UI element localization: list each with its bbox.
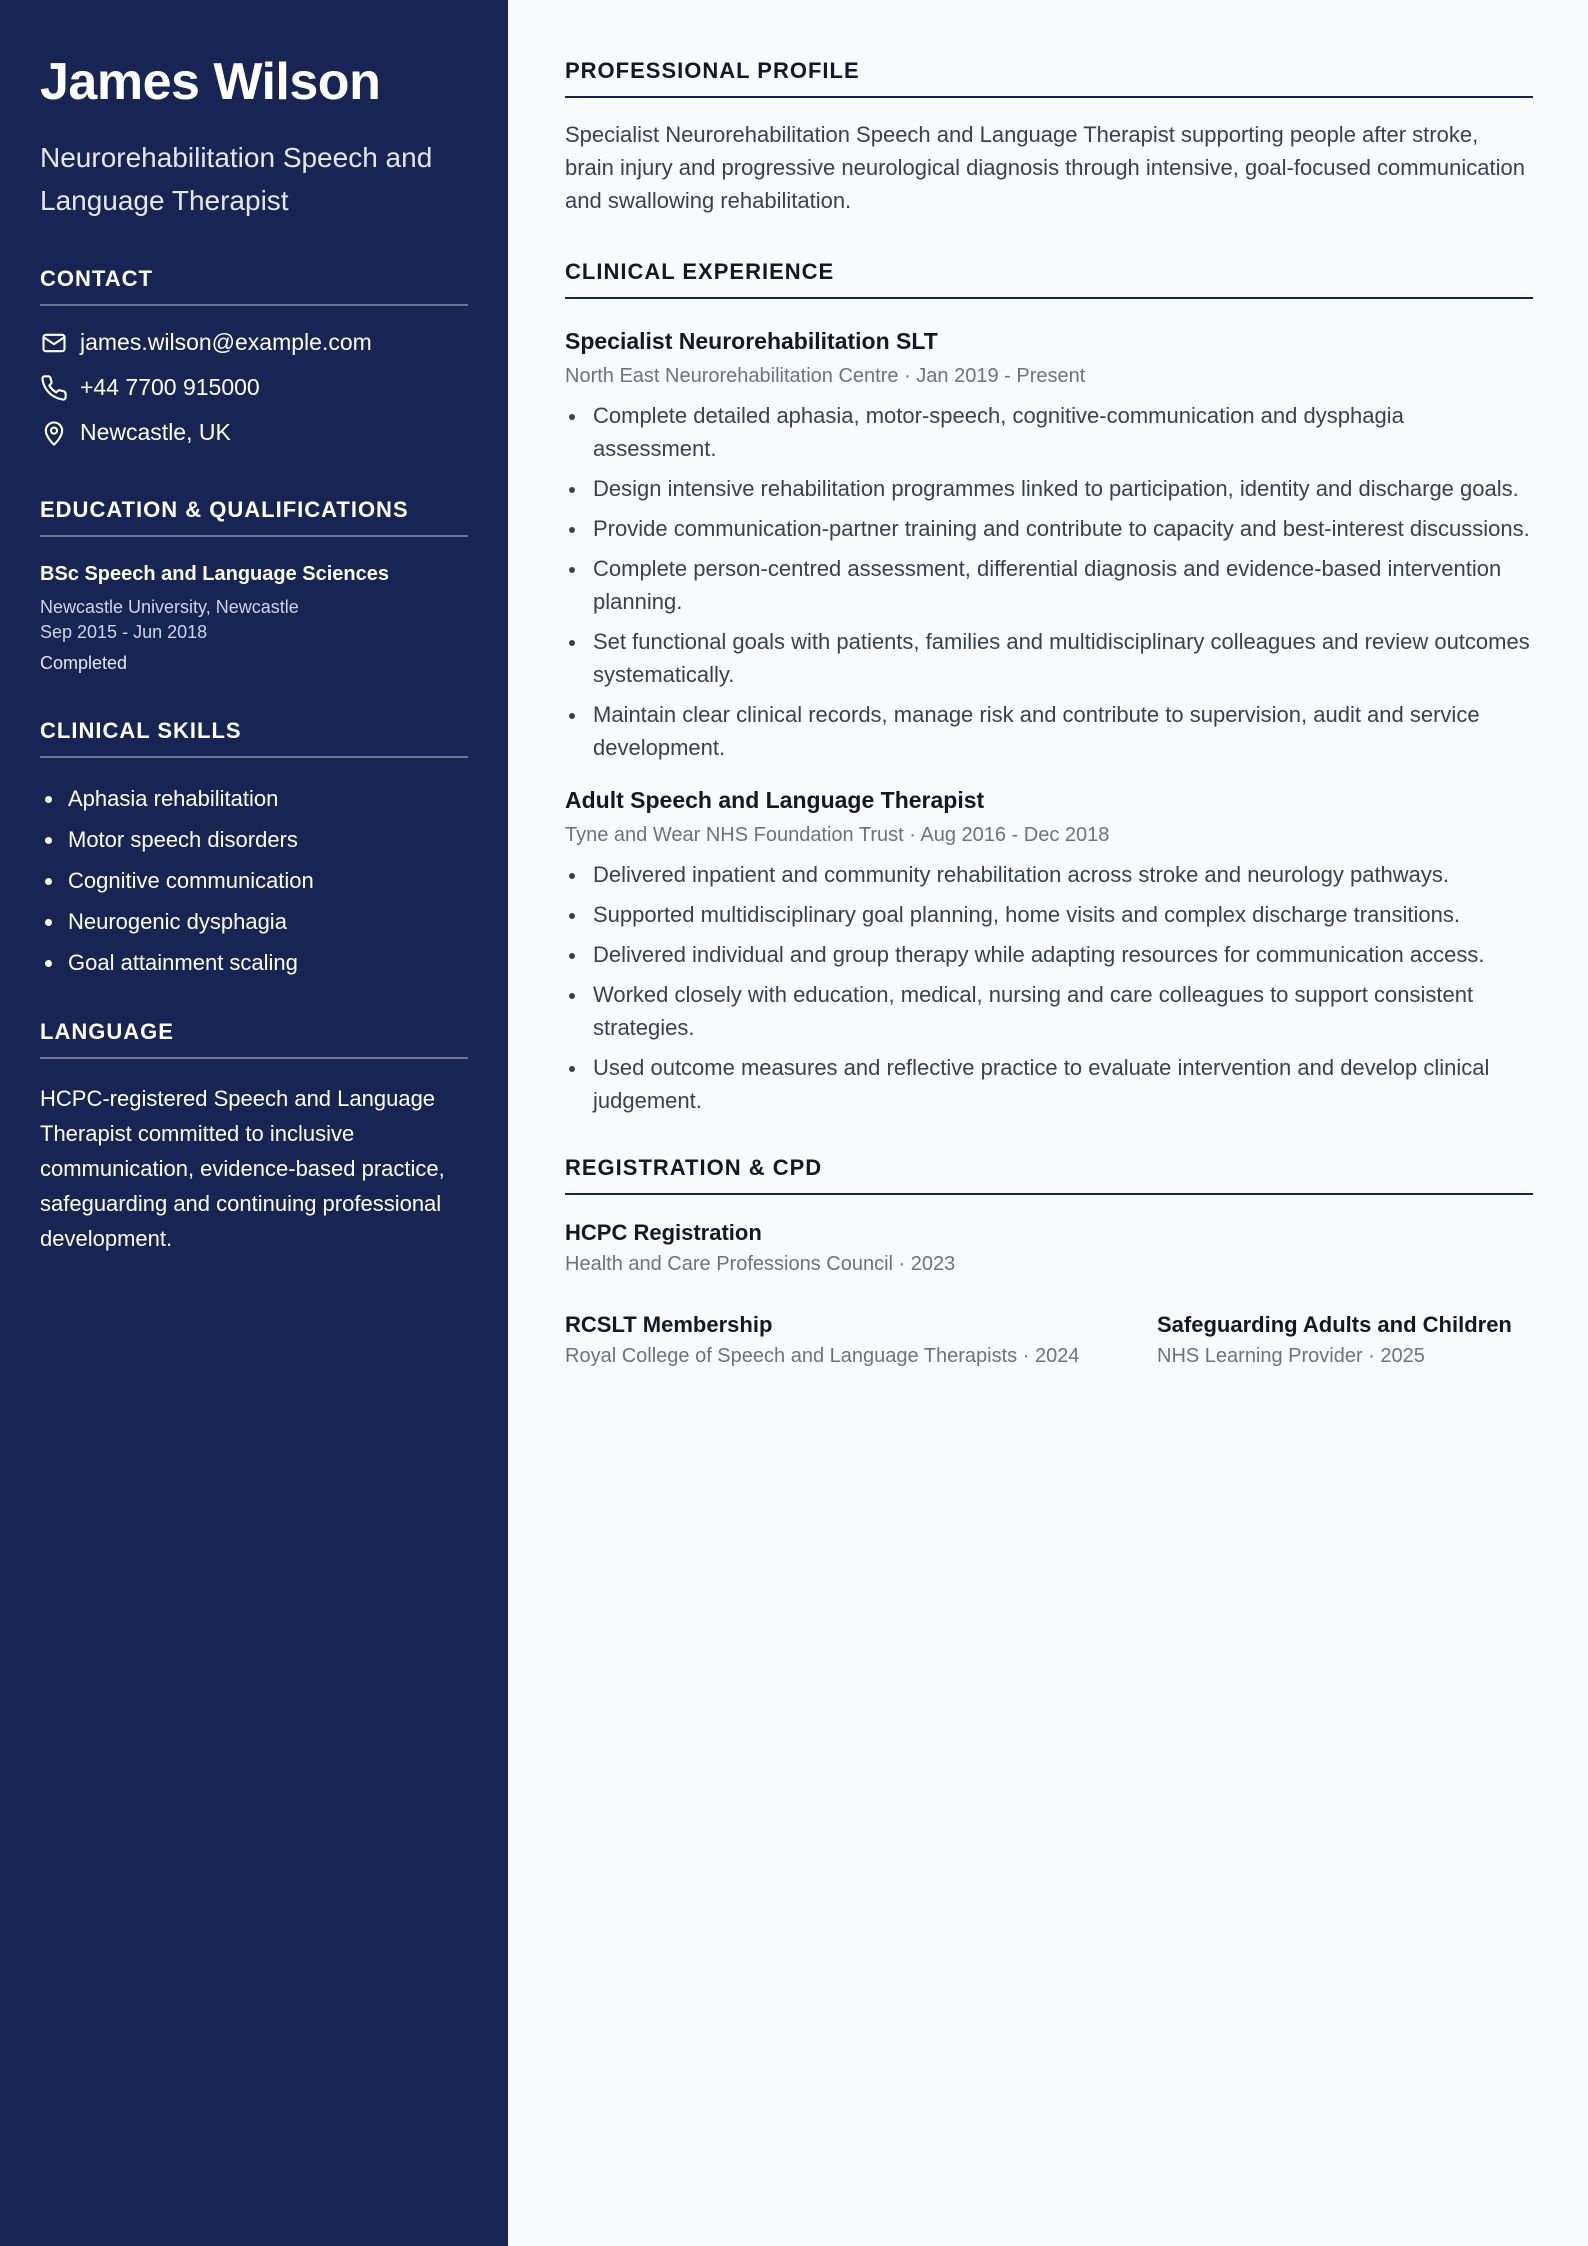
registration-heading: REGISTRATION & CPD xyxy=(565,1155,1533,1195)
contact-phone-text: +44 7700 915000 xyxy=(80,374,260,400)
contact-list xyxy=(40,320,468,455)
location-pin-icon xyxy=(40,419,68,447)
registration-meta: Royal College of Speech and Language Therapists · 2024 xyxy=(565,1345,1080,1367)
registration-meta: Health and Care Professions Council · 2023 xyxy=(565,1253,956,1275)
job-bullet: Complete detailed aphasia, motor-speech, cognitive-communication and dysphagia assessment. xyxy=(565,399,1533,465)
skill-item: Motor speech disorders xyxy=(40,819,468,860)
job-bullet: Design intensive rehabilitation programmes linked to participation, identity and discharge goals. xyxy=(565,472,1533,505)
job-bullet: Set functional goals with patients, families and multidisciplinary colleagues and review outcomes systematically. xyxy=(565,625,1533,691)
registration-title: RCSLT Membership xyxy=(565,1312,773,1337)
contact-email-text: james.wilson@example.com xyxy=(80,329,372,355)
language-text: HCPC-registered Speech and Language Therapist committed to inclusive communication, evidence-based practice, safeguarding and continuing professional development. xyxy=(40,1086,445,1251)
job-bullet: Maintain clear clinical records, manage risk and contribute to supervision, audit and service development. xyxy=(565,698,1533,764)
education-status: Completed xyxy=(40,653,128,673)
phone-icon xyxy=(40,374,68,402)
profile-text: Specialist Neurorehabilitation Speech and Language Therapist supporting people after stroke, brain injury and progressive neurological diagnosis through intensive, goal-focused communication and swallowing rehabilitation. xyxy=(565,122,1525,213)
experience-section xyxy=(565,259,1533,1117)
education-dates: Sep 2015 - Jun 2018 xyxy=(40,622,208,642)
contact-phone[interactable] xyxy=(40,365,468,410)
job-bullet: Worked closely with education, medical, nursing and care colleagues to support consistent strategies. xyxy=(565,978,1533,1044)
registration-meta: NHS Learning Provider · 2025 xyxy=(1157,1345,1425,1367)
job-entry xyxy=(565,784,1533,1117)
main-content xyxy=(565,0,1533,1371)
contact-location-text: Newcastle, UK xyxy=(80,419,231,445)
job-entry xyxy=(565,325,1533,764)
job-bullet: Used outcome measures and reflective practice to evaluate intervention and develop clinical judgement. xyxy=(565,1051,1533,1117)
sidebar xyxy=(0,0,508,2246)
job-bullet: Complete person-centred assessment, differential diagnosis and evidence-based intervention planning. xyxy=(565,552,1533,618)
education-degree: BSc Speech and Language Sciences xyxy=(40,563,390,585)
contact-section xyxy=(40,266,468,455)
skill-item: Neurogenic dysphagia xyxy=(40,901,468,942)
language-heading: LANGUAGE xyxy=(40,1019,468,1059)
job-bullets xyxy=(565,858,1533,1117)
skills-section xyxy=(40,718,468,983)
registration-item xyxy=(565,1217,1533,1279)
skill-item: Aphasia rehabilitation xyxy=(40,778,468,819)
job-bullet: Supported multidisciplinary goal planning, home visits and complex discharge transitions. xyxy=(565,898,1533,931)
skill-item: Goal attainment scaling xyxy=(40,942,468,983)
job-meta: Tyne and Wear NHS Foundation Trust · Aug 2016 - Dec 2018 xyxy=(565,824,1110,846)
job-bullet: Delivered inpatient and community rehabilitation across stroke and neurology pathways. xyxy=(565,858,1533,891)
education-section xyxy=(40,497,468,676)
skills-heading: CLINICAL SKILLS xyxy=(40,718,468,758)
education-school: Newcastle University, Newcastle xyxy=(40,597,299,617)
candidate-title: Neurorehabilitation Speech and Language Therapist xyxy=(40,142,433,216)
job-bullets xyxy=(565,399,1533,764)
profile-section xyxy=(565,58,1533,217)
job-bullet: Delivered individual and group therapy while adapting resources for communication access. xyxy=(565,938,1533,971)
experience-heading: CLINICAL EXPERIENCE xyxy=(565,259,1533,299)
candidate-name: James Wilson xyxy=(40,53,381,111)
registration-row xyxy=(565,1309,1533,1371)
job-title: Specialist Neurorehabilitation SLT xyxy=(565,328,938,354)
registration-item xyxy=(565,1309,1157,1371)
contact-heading: CONTACT xyxy=(40,266,468,306)
contact-email[interactable] xyxy=(40,320,468,365)
contact-location xyxy=(40,410,468,455)
mail-icon xyxy=(40,329,68,357)
job-bullet: Provide communication-partner training and contribute to capacity and best-interest discussions. xyxy=(565,512,1533,545)
profile-heading: PROFESSIONAL PROFILE xyxy=(565,58,1533,98)
registration-title: HCPC Registration xyxy=(565,1220,762,1245)
language-section xyxy=(40,1019,468,1256)
skill-item: Cognitive communication xyxy=(40,860,468,901)
job-meta: North East Neurorehabilitation Centre · Jan 2019 - Present xyxy=(565,365,1086,387)
registration-title: Safeguarding Adults and Children xyxy=(1157,1312,1512,1337)
skills-list xyxy=(40,778,468,983)
education-heading: EDUCATION & QUALIFICATIONS xyxy=(40,497,468,537)
registration-section xyxy=(565,1155,1533,1371)
registration-item xyxy=(1157,1309,1512,1371)
job-title: Adult Speech and Language Therapist xyxy=(565,787,985,813)
